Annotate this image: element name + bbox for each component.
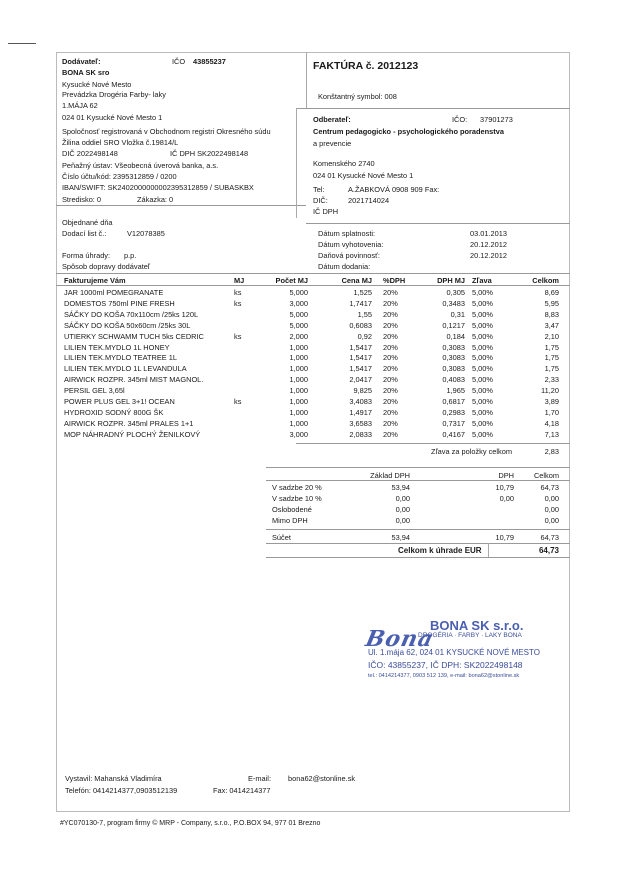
table-row — [0, 397, 620, 406]
supplier-registry-1: Spoločnosť registrovaná v Obchodnom registri Okresného súdu — [62, 127, 271, 136]
item-total: 4,18 — [544, 418, 559, 428]
item-price: 1,525 — [353, 288, 372, 297]
item-total: 8,83 — [544, 309, 559, 319]
sum-vat: 10,79 — [495, 533, 514, 542]
item-name: DOMESTOS 750ml PINE FRESH — [64, 298, 175, 308]
supplier-icdph: IČ DPH SK2022498148 — [170, 149, 249, 158]
item-name: JAR 1000ml POMEGRANATE — [64, 288, 164, 297]
item-vat-rate: 20% — [383, 353, 398, 363]
item-name: SÁČKY DO KOŠA 50x60cm /25ks 30L — [64, 320, 191, 330]
transport-method: Spôsob dopravy dodávateľ — [62, 262, 151, 271]
item-vat-rate: 20% — [383, 386, 398, 396]
item-vat-rate: 20% — [383, 298, 398, 308]
issue-date-label: Dátum vyhotovenia: — [318, 240, 384, 249]
col-header-vat-rate: %DPH — [383, 276, 406, 285]
supplier-line3: 1.MÁJA 62 — [62, 101, 98, 110]
fax: Fax: 0414214377 — [213, 786, 271, 795]
summary-row — [0, 483, 620, 492]
item-qty: 1,000 — [289, 418, 308, 428]
supplier-registry-2: Žilina oddiel SRO Vložka č.19814/L — [62, 138, 179, 147]
item-total: 2,33 — [544, 375, 559, 385]
customer-ico-label: IČO: — [452, 115, 468, 124]
item-qty: 1,000 — [289, 342, 308, 352]
item-price: 0,92 — [357, 331, 372, 341]
item-discount: 5,00% — [472, 342, 493, 352]
item-price: 3,6583 — [349, 418, 372, 428]
stamp-line-4: tel.: 0414214377, 0903 512 139, e-mail: bona62@stonline.sk — [368, 673, 520, 679]
summary-top-line — [266, 467, 570, 468]
due-date: 03.01.2013 — [470, 229, 507, 238]
item-total: 7,13 — [544, 429, 559, 439]
item-price: 0,6083 — [349, 320, 372, 330]
customer-dic: 2021714024 — [348, 196, 390, 205]
customer-name-1: Centrum pedagogicko - psychologického poradenstva — [313, 127, 504, 136]
supplier-name: BONA SK sro — [62, 68, 110, 77]
customer-tel-label: Tel: — [313, 185, 325, 194]
table-row — [0, 332, 620, 341]
item-qty: 1,000 — [289, 353, 308, 363]
item-discount: 5,00% — [472, 331, 493, 341]
item-discount: 5,00% — [472, 429, 493, 439]
summary-label: V sadzbe 20 % — [272, 483, 322, 492]
supplier-line4: 024 01 Kysucké Nové Mesto 1 — [62, 113, 163, 122]
table-row — [0, 364, 620, 373]
dates-top-line — [306, 223, 570, 224]
item-total: 3,89 — [544, 397, 559, 406]
summary-base: 53,94 — [391, 483, 410, 492]
supplier-line2: Prevádzka Drogéria Farby- laky — [62, 90, 166, 99]
item-vat-rate: 20% — [383, 309, 398, 319]
item-vat-rate: 20% — [383, 397, 398, 406]
supplier-dic: DIČ 2022498148 — [62, 149, 118, 158]
sum-base: 53,94 — [391, 533, 410, 542]
tax-date-label: Daňová povinnosť: — [318, 251, 380, 260]
item-qty: 1,000 — [289, 386, 308, 396]
item-name: PERSIL GEL 3,65l — [64, 386, 125, 396]
supplier-order: Zákazka: 0 — [137, 195, 174, 204]
stamp-line-3: IČO: 43855237, IČ DPH: SK2022498148 — [368, 660, 523, 670]
item-vat-unit: 0,3083 — [442, 342, 465, 352]
summary-label: Oslobodené — [272, 505, 312, 514]
email-label: E-mail: — [248, 774, 271, 783]
item-price: 1,5417 — [349, 353, 372, 363]
item-price: 1,5417 — [349, 364, 372, 374]
item-vat-unit: 0,2983 — [442, 407, 465, 417]
item-price: 1,4917 — [349, 407, 372, 417]
summary-row — [0, 494, 620, 503]
due-date-label: Dátum splatnosti: — [318, 229, 376, 238]
item-discount: 5,00% — [472, 407, 493, 417]
item-vat-unit: 0,3083 — [442, 353, 465, 363]
item-vat-unit: 0,1217 — [442, 320, 465, 330]
table-row — [0, 353, 620, 362]
item-name: HYDROXID SODNÝ 800G ŠK — [64, 407, 164, 417]
supplier-account: Číslo účtu/kód: 2395312859 / 0200 — [62, 172, 177, 181]
table-row — [0, 288, 620, 297]
supplier-label: Dodávateľ: — [62, 57, 101, 66]
discount-total: 2,83 — [544, 447, 559, 456]
table-row — [0, 299, 620, 308]
item-price: 1,5417 — [349, 342, 372, 352]
customer-top-line — [296, 108, 570, 109]
summary-header — [0, 471, 620, 480]
item-qty: 1,000 — [289, 375, 308, 385]
customer-city: 024 01 Kysucké Nové Mesto 1 — [313, 171, 414, 180]
discount-line — [296, 443, 570, 444]
summary-total: 64,73 — [540, 483, 559, 492]
item-name: AIRWICK ROZPR. 345ml MIST MAGNOL. — [64, 375, 204, 385]
item-discount: 5,00% — [472, 397, 493, 406]
grand-total-bottom-line — [266, 557, 570, 558]
item-qty: 3,000 — [289, 298, 308, 308]
summary-vat: 0,00 — [499, 494, 514, 503]
table-header-row — [0, 276, 620, 285]
item-vat-rate: 20% — [383, 331, 398, 341]
summary-total: 0,00 — [544, 516, 559, 525]
item-name: AIRWICK ROZPR. 345ml PRALES 1+1 — [64, 418, 194, 428]
item-vat-rate: 20% — [383, 320, 398, 330]
item-qty: 2,000 — [289, 331, 308, 341]
item-vat-rate: 20% — [383, 407, 398, 417]
item-vat-rate: 20% — [383, 429, 398, 439]
item-name: POWER PLUS GEL 3+1! OCEAN — [64, 397, 175, 406]
table-row — [0, 375, 620, 384]
item-name: UTIERKY SCHWAMM TUCH 5ks CEDRIC — [64, 331, 204, 341]
item-name: SÁČKY DO KOŠA 70x110cm /25ks 120L — [64, 309, 199, 319]
grand-total-divider — [488, 543, 489, 557]
item-total: 1,75 — [544, 342, 559, 352]
item-discount: 5,00% — [472, 298, 493, 308]
grand-total-line — [266, 543, 570, 544]
company-stamp — [363, 618, 562, 688]
summary-header-total: Celkom — [533, 471, 559, 480]
summary-base: 0,00 — [395, 505, 410, 514]
stamp-company-name: BONA SK s.r.o. — [430, 618, 524, 633]
stamp-line-2: Ul. 1.mája 62, 024 01 KYSUCKÉ NOVÉ MESTO — [368, 648, 540, 657]
top-dash-line — [8, 43, 36, 44]
summary-sum-line — [266, 529, 570, 530]
col-header-vat-unit: DPH MJ — [437, 276, 465, 285]
item-price: 3,4083 — [349, 397, 372, 406]
item-discount: 5,00% — [472, 309, 493, 319]
summary-header-base: Základ DPH — [370, 471, 410, 480]
table-row — [0, 310, 620, 319]
summary-sum-row — [0, 533, 620, 542]
item-total: 2,10 — [544, 331, 559, 341]
item-name: LILIEN TEK.MYDLO 1L HONEY — [64, 342, 170, 352]
table-row — [0, 321, 620, 330]
summary-header-line — [266, 480, 570, 481]
item-qty: 1,000 — [289, 364, 308, 374]
item-vat-unit: 0,4083 — [442, 375, 465, 385]
item-qty: 5,000 — [289, 288, 308, 297]
issue-date: 20.12.2012 — [470, 240, 507, 249]
item-name: MOP NÁHRADNÝ PLOCHÝ ŽENILKOVÝ — [64, 429, 201, 439]
summary-total: 0,00 — [544, 505, 559, 514]
ordered-on-label: Objednané dňa — [62, 218, 113, 227]
item-qty: 5,000 — [289, 309, 308, 319]
item-vat-unit: 0,6817 — [442, 397, 465, 406]
item-total: 8,69 — [544, 288, 559, 297]
discount-label: Zľava za položky celkom — [431, 447, 513, 456]
summary-vat: 10,79 — [495, 483, 514, 492]
customer-ico: 37901273 — [480, 115, 513, 124]
item-total: 1,75 — [544, 364, 559, 374]
summary-label: Mimo DPH — [272, 516, 308, 525]
item-vat-unit: 0,4167 — [442, 429, 465, 439]
payment-label: Forma úhrady: — [62, 251, 111, 260]
delivery-note-number: V12078385 — [127, 229, 165, 238]
supplier-bank: Peňažný ústav: Všeobecná úverová banka, a.s. — [62, 161, 219, 170]
item-vat-rate: 20% — [383, 342, 398, 352]
supplier-ico-label: IČO — [172, 57, 186, 66]
item-vat-rate: 20% — [383, 418, 398, 428]
item-vat-unit: 0,305 — [446, 288, 465, 297]
constant-symbol: Konštantný symbol: 008 — [318, 92, 397, 101]
item-price: 1,7417 — [349, 298, 372, 308]
customer-street: Komenského 2740 — [313, 159, 375, 168]
summary-label: V sadzbe 10 % — [272, 494, 322, 503]
supplier-ico: 43855237 — [193, 57, 226, 66]
table-row — [0, 419, 620, 428]
col-header-discount: Zľava — [472, 276, 492, 285]
grand-total-label: Celkom k úhrade EUR — [398, 546, 482, 555]
table-header-bottom-line — [56, 285, 570, 286]
item-price: 2,0833 — [349, 429, 372, 439]
item-qty: 1,000 — [289, 397, 308, 406]
item-discount: 5,00% — [472, 320, 493, 330]
summary-header-vat: DPH — [498, 471, 514, 480]
col-header-unit: MJ — [234, 276, 245, 285]
customer-icdph: IČ DPH — [313, 207, 339, 216]
item-name: LILIEN TEK.MYDLO 1L LEVANDULA — [64, 364, 187, 374]
item-vat-unit: 0,7317 — [442, 418, 465, 428]
customer-name-2: a prevencie — [313, 139, 352, 148]
item-price: 9,825 — [353, 386, 372, 396]
stamp-logo: Bona — [363, 626, 437, 652]
item-unit: ks — [234, 298, 242, 308]
table-row — [0, 408, 620, 417]
item-discount: 5,00% — [472, 386, 493, 396]
item-vat-unit: 0,184 — [446, 331, 465, 341]
supplier-divider — [56, 205, 306, 206]
customer-dic-label: DIČ: — [313, 196, 328, 205]
item-vat-unit: 1,965 — [446, 386, 465, 396]
item-name: LILIEN TEK.MYDLO TEATREE 1L — [64, 353, 177, 363]
item-discount: 5,00% — [472, 375, 493, 385]
sum-total: 64,73 — [540, 533, 559, 542]
col-header-total: Celkom — [532, 276, 559, 285]
delivery-date-label: Dátum dodania: — [318, 262, 371, 271]
item-unit: ks — [234, 331, 242, 341]
item-price: 1,55 — [357, 309, 372, 319]
table-row — [0, 343, 620, 352]
col-header-price: Cena MJ — [341, 276, 372, 285]
item-price: 2,0417 — [349, 375, 372, 385]
software-note: #YC070130-7, program firmy © MRP - Company, s.r.o., P.O.BOX 94, 977 01 Brezno — [60, 820, 321, 827]
stamp-line-1: DROGÉRIA · FARBY · LAKY BONA — [418, 632, 522, 639]
item-discount: 5,00% — [472, 364, 493, 374]
phone: Telefón: 0414214377,0903512139 — [65, 786, 178, 795]
item-vat-unit: 0,3483 — [442, 298, 465, 308]
summary-base: 0,00 — [395, 494, 410, 503]
table-row — [0, 430, 620, 439]
item-total: 3,47 — [544, 320, 559, 330]
item-discount: 5,00% — [472, 288, 493, 297]
customer-label: Odberateľ: — [313, 115, 351, 124]
item-vat-rate: 20% — [383, 288, 398, 297]
tax-date: 20.12.2012 — [470, 251, 507, 260]
summary-row — [0, 505, 620, 514]
summary-row — [0, 516, 620, 525]
customer-tel: A.ŽABKOVÁ 0908 909 Fax: — [348, 185, 440, 194]
item-vat-rate: 20% — [383, 364, 398, 374]
header-divider — [306, 52, 307, 108]
item-qty: 1,000 — [289, 407, 308, 417]
col-header-item: Fakturujeme Vám — [64, 276, 126, 285]
item-total: 1,75 — [544, 353, 559, 363]
item-discount: 5,00% — [472, 418, 493, 428]
item-qty: 5,000 — [289, 320, 308, 330]
supplier-line1: Kysucké Nové Mesto — [62, 80, 132, 89]
item-discount: 5,00% — [472, 353, 493, 363]
summary-total: 0,00 — [544, 494, 559, 503]
item-total: 11,20 — [541, 386, 559, 396]
invoice-title: FAKTÚRA č. 2012123 — [313, 60, 419, 72]
item-vat-unit: 0,31 — [450, 309, 465, 319]
delivery-note-label: Dodací list č.: — [62, 229, 107, 238]
summary-base: 0,00 — [395, 516, 410, 525]
item-vat-rate: 20% — [383, 375, 398, 385]
sum-label: Súčet — [272, 533, 291, 542]
grand-total-value: 64,73 — [538, 546, 559, 555]
payment-method: p.p. — [124, 251, 137, 260]
item-qty: 3,000 — [289, 429, 308, 439]
table-header-top-line — [56, 273, 570, 274]
supplier-center: Stredisko: 0 — [62, 195, 102, 204]
email-value: bona62@stonline.sk — [288, 774, 356, 783]
item-total: 1,70 — [544, 407, 559, 417]
item-unit: ks — [234, 288, 242, 297]
supplier-iban: IBAN/SWIFT: SK2402000000002395312859 / SUBASKBX — [62, 183, 254, 192]
item-vat-unit: 0,3083 — [442, 364, 465, 374]
issued-by: Vystavil: Mahanská Vladimíra — [65, 774, 162, 783]
table-row — [0, 386, 620, 395]
item-unit: ks — [234, 397, 242, 406]
item-total: 5,95 — [544, 298, 559, 308]
customer-left-line — [296, 108, 297, 218]
col-header-qty: Počet MJ — [275, 276, 308, 285]
